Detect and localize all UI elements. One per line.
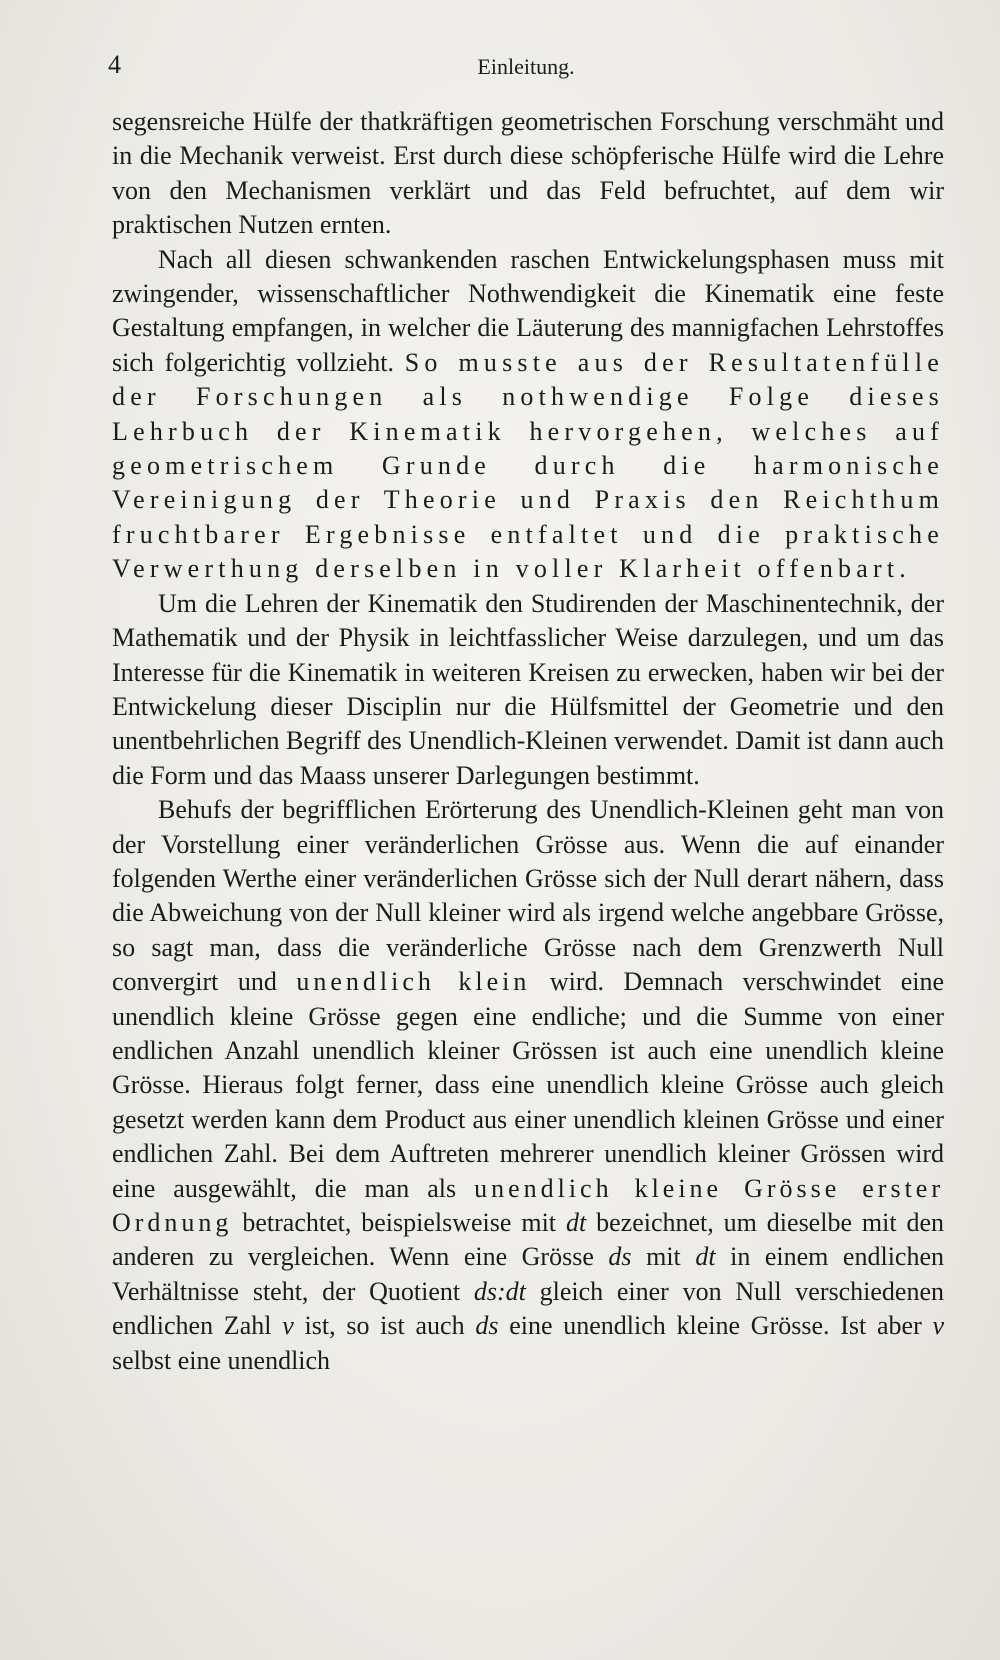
variable-ds: ds [608,1242,632,1272]
paragraph-4 [112,793,944,1378]
paragraph-4-text-i: eine unendlich kleine Grösse. Ist aber [509,1311,922,1341]
running-title: Einleitung. [477,54,575,79]
paragraph-2-spaced-text: So musste aus der Resultatenfülle der Forschungen als nothwendige Folge dieses Lehrbuch der Kinematik hervorgehen, welches auf geometrischem Grunde durch die harmonische Vereinigung der Theorie und Praxis den Reichthum fruchtbarer Ergebnisse entfaltet und die praktische Verwerthung derselben in voller Klarheit offenbart. [112,347,944,584]
paragraph-1-text: segensreiche Hülfe der thatkräftigen geometrischen Forschung verschmäht und in die Mechanik verweist. Erst durch diese schöpferische Hülfe wird die Lehre von den Mechanismen verklärt und das Feld befruchtet, auf dem wir praktischen Nutzen ernten. [112,107,944,240]
variable-v: v [282,1311,294,1341]
paragraph-3 [112,587,944,793]
running-head [108,50,944,90]
variable-ratio: ds:dt [473,1276,526,1306]
paragraph-4-text-c: betrachtet, beispielsweise mit [242,1208,557,1237]
paragraph-2-text: Nach all diesen schwankenden raschen Entwickelungsphasen muss mit zwingender, wissenschaftlicher Nothwendigkeit die Kinematik eine feste Gestaltung empfangen, in welcher die Läuterung des mannigfachen Lehrstoffes sich folgerichtig vollzieht. [112,244,944,377]
paragraph-4-text-a: Behufs der begrifflichen Erörterung des Unendlich-Kleinen geht man von der Vorstellung einer veränderlichen Grösse aus. Wenn die auf einander folgenden Werthe einer veränderlichen Grösse sich der Null derart nähern, dass die Abweichung von der Null kleiner wird als irgend welche angebbare Grösse, so sagt man, dass die veränderliche Grösse nach dem Grenzwerth Null convergirt und [112,795,944,997]
paragraph-4-text-f: in einem endlichen Verhältnisse steht, der Quotient [112,1242,944,1306]
variable-dt: dt [695,1242,716,1272]
paragraph-4-text-b: wird. Demnach verschwindet eine unendlich kleine Grösse gegen eine endliche; und die Summe von einer endlichen Anzahl unendlich kleiner Grössen ist auch eine unendlich kleine Grösse. Hieraus folgt ferner, dass eine unendlich kleine Grösse auch gleich gesetzt werden kann dem Product aus einer unendlich kleinen Grösse und einer endlichen Zahl. Bei dem Auftreten mehrerer unendlich kleiner Grössen wird eine ausgewählt, die man als [112,967,945,1203]
paragraph-4-text-e: mit [646,1242,681,1272]
paragraph-4-text-g: gleich einer von Null verschiedenen endlichen Zahl [112,1276,945,1341]
body-text [112,105,944,1378]
paragraph-3-text: Um die Lehren der Kinematik den Studirenden der Maschinentechnik, der Mathematik und der Physik in leichtfasslicher Weise darzulegen, und um das Interesse für die Kinematik in weiteren Kreisen zu erwecken, haben wir bei der Entwickelung dieser Disciplin nur die Hülfsmittel der Geometrie und den unentbehrlichen Begriff des Unendlich-Kleinen verwendet. Damit ist dann auch die Form und das Maass unserer Darlegungen bestimmt. [112,588,944,790]
paragraph-1 [112,105,944,243]
variable-dt: dt [565,1208,587,1237]
variable-ds: ds [475,1311,499,1341]
paragraph-2 [112,243,944,587]
emphasis-erster-ordnung: unendlich kleine Grösse erster Ordnung [112,1173,944,1237]
paragraph-4-text-d: bezeichnet, um dieselbe mit den anderen zu vergleichen. Wenn eine Grösse [112,1208,945,1272]
paragraph-4-text-h: ist, so ist auch [304,1311,465,1341]
variable-v: v [932,1311,945,1341]
paragraph-4-text-j: selbst eine unendlich [112,1345,331,1375]
emphasis-unendlich-klein: unendlich klein [296,967,531,997]
page-number: 4 [108,50,121,79]
